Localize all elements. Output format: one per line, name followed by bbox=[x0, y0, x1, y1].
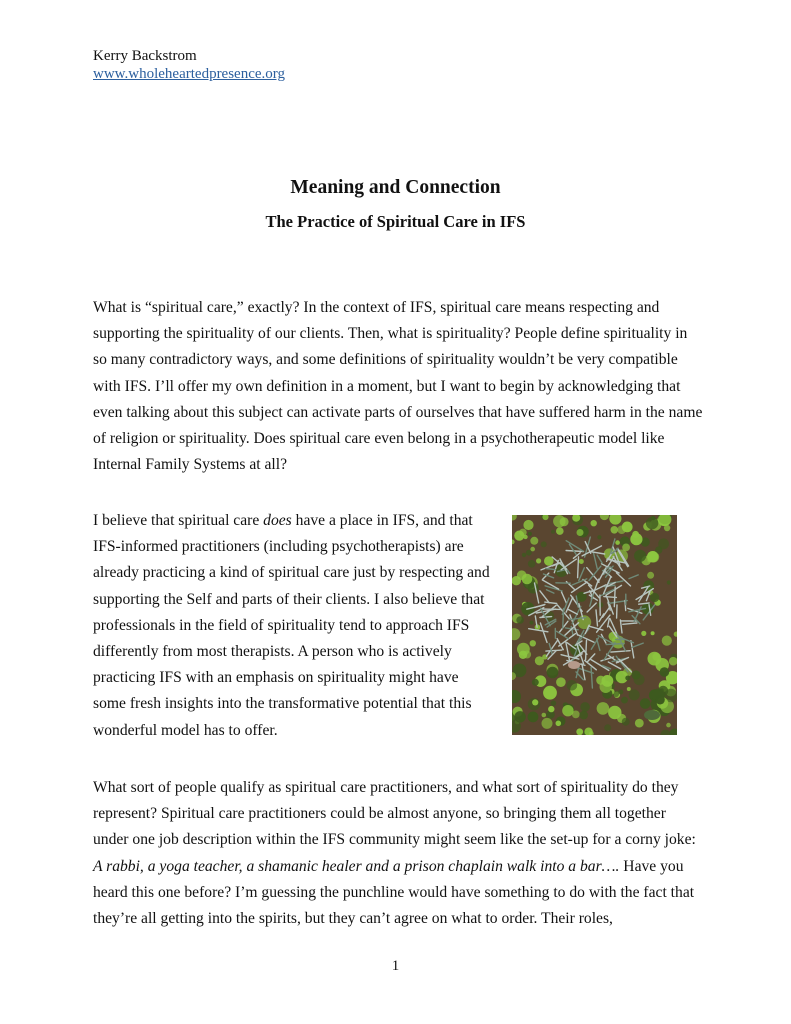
succulent-moss-photo bbox=[512, 515, 677, 735]
page-number: 1 bbox=[391, 958, 400, 974]
photo-illustration bbox=[512, 515, 677, 735]
paragraph-3-text-b: Have you heard this one before? I’m guessing the punchline would have something to do with the fact that they’re all getting into the spirits, but they can’t agree on what to order. Their roles, bbox=[93, 857, 695, 928]
website-link[interactable]: www.wholeheartedpresence.org bbox=[93, 66, 286, 82]
paragraph-2 bbox=[93, 508, 493, 744]
paragraph-2-text-b: have a place in IFS, and that IFS-informed practitioners (including psychotherapists) are already practicing a kind of spiritual care just by respecting and supporting the Self and parts of their clients. I also believe that professionals in the field of spirituality tend to approach IFS differently from most therapists. A person who is actively practicing IFS with an emphasis on spirituality might have some fresh insights into the transformative potential that this wonderful model has to offer. bbox=[93, 512, 490, 739]
document-title: Meaning and Connection bbox=[290, 177, 501, 198]
document-subtitle: The Practice of Spiritual Care in IFS bbox=[265, 212, 526, 231]
paragraph-2-text-a: I believe that spiritual care bbox=[93, 512, 264, 529]
paragraph-3-text-a: What sort of people qualify as spiritual care practitioners, and what sort of spirituality do they represent? Spiritual care practitioners could be almost anyone, so bringing them all together under one job description within the IFS community might seem like the set-up for a corny joke: bbox=[93, 779, 696, 849]
paragraph-1: What is “spiritual care,” exactly? In the context of IFS, spiritual care means respecting and supporting the spirituality of our clients. Then, what is spirituality? People define spirituality in so many contradictory ways, and some definitions of spirituality wouldn’t be very compatible with IFS. I’ll offer my own definition in a moment, but I want to begin by acknowledging that even talking about this subject can activate parts of ourselves that have suffered harm in the name of religion or spirituality. Does spiritual care even belong in a psychotherapeutic model like Internal Family Systems at all? bbox=[93, 299, 703, 474]
author-name: Kerry Backstrom bbox=[93, 48, 197, 64]
paragraph-3-emphasis: A rabbi, a yoga teacher, a shamanic healer and a prison chaplain walk into a bar…. bbox=[93, 857, 620, 875]
paragraph-2-emphasis: does bbox=[263, 512, 292, 529]
header-block bbox=[93, 47, 285, 83]
paragraph-3 bbox=[93, 775, 703, 932]
